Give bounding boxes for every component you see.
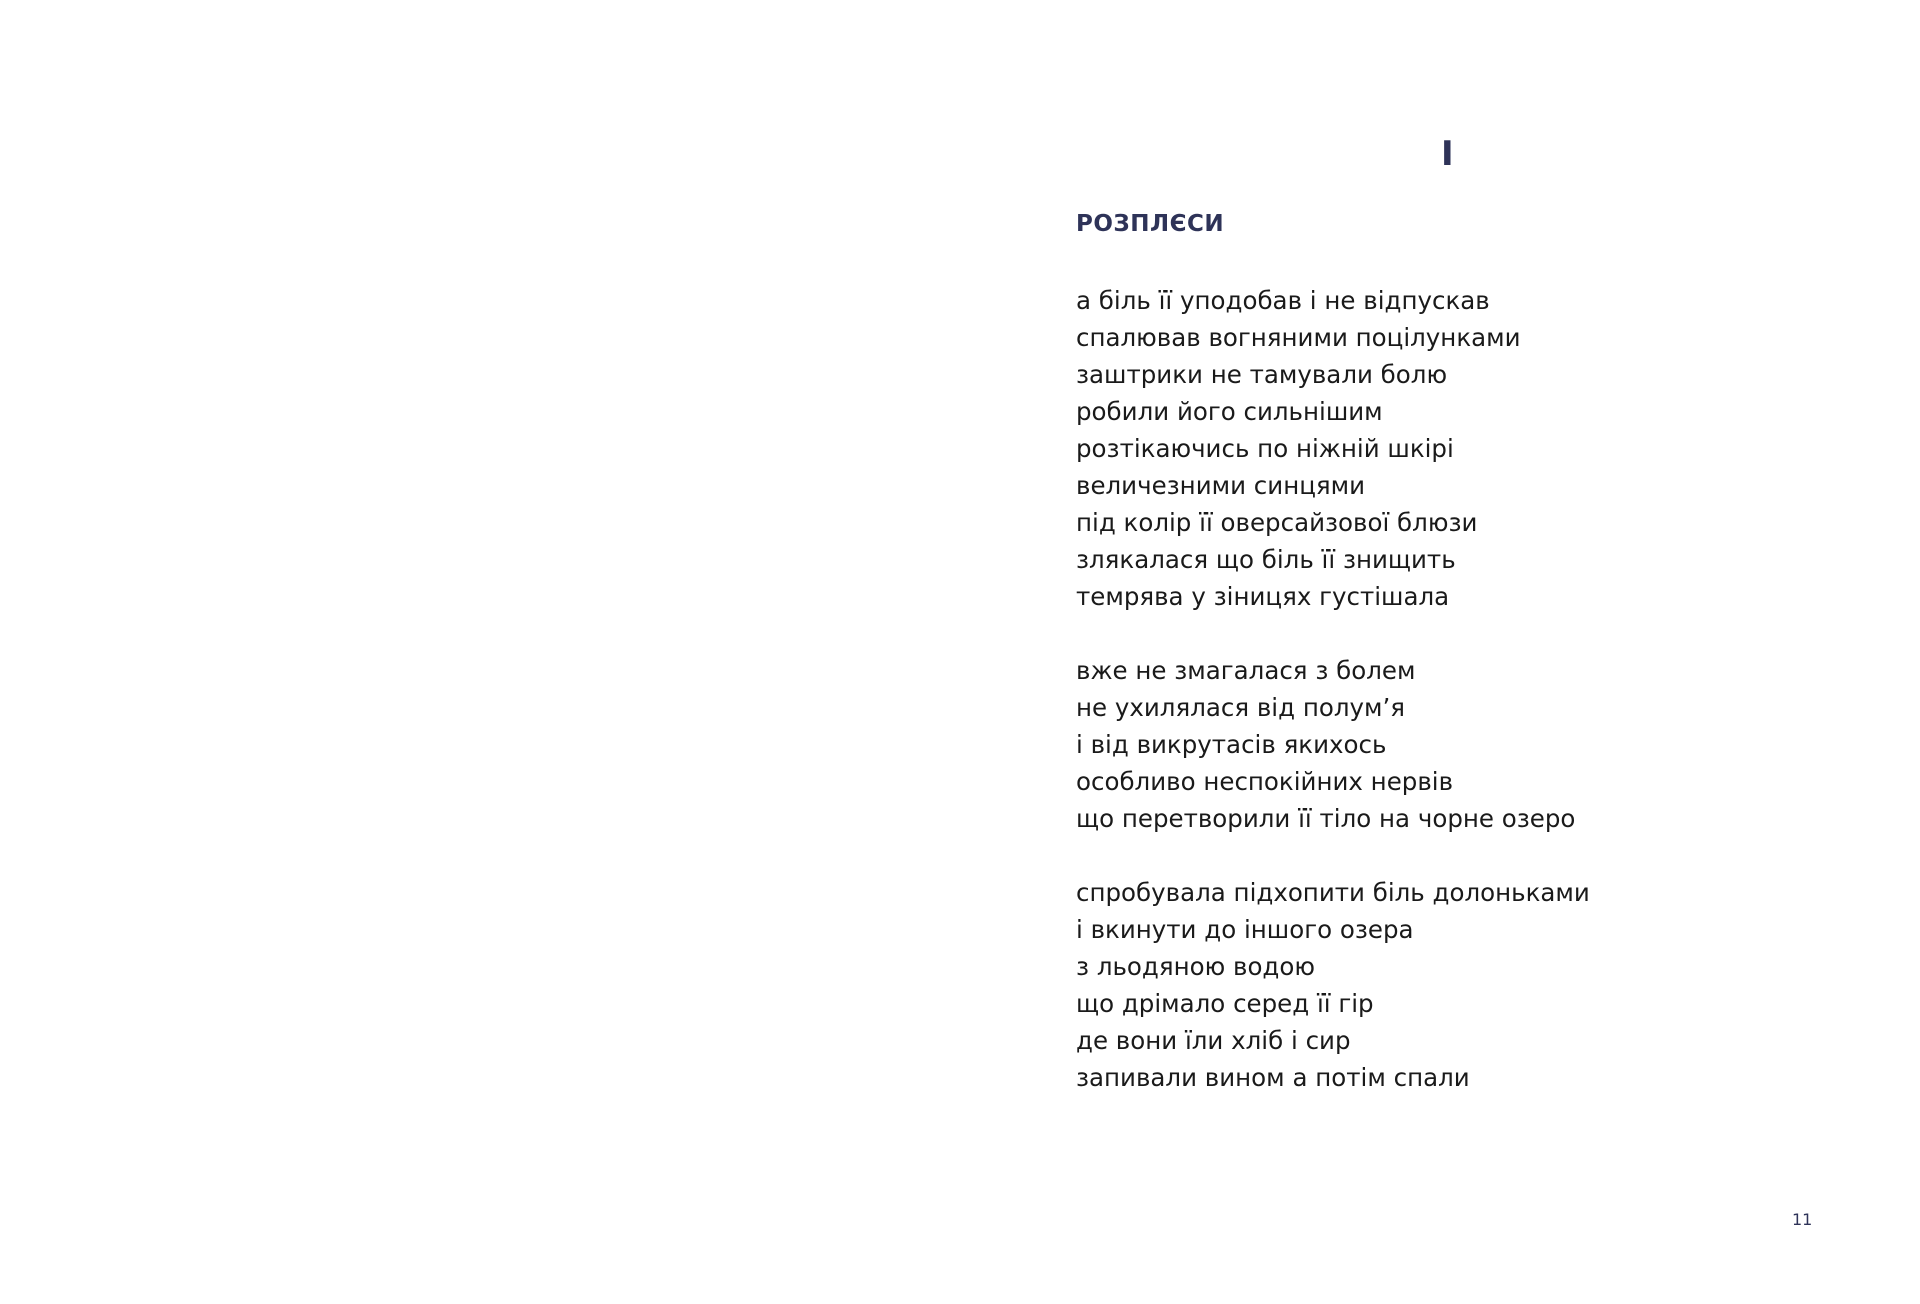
poem-line: розтікаючись по ніжній шкірі (1076, 434, 1454, 463)
page-number: 11 (1792, 1210, 1813, 1229)
stanza-1 (1076, 282, 1836, 615)
poem-line: темрява у зіницях густішала (1076, 582, 1450, 611)
stanza-3 (1076, 874, 1836, 1096)
poem-line: що перетворили її тіло на чорне озеро (1076, 804, 1576, 833)
poem-line: не ухилялася від полум’я (1076, 693, 1406, 722)
poem-line: спробувала підхопити біль долоньками (1076, 878, 1590, 907)
section-numeral: I (1441, 134, 1454, 174)
poem-line: особливо неспокійних нервів (1076, 767, 1454, 796)
poem-line: що дрімало серед її гір (1076, 989, 1374, 1018)
poem-line: заштрики не тамували болю (1076, 360, 1448, 389)
poem-line: запивали вином а потім спали (1076, 1063, 1470, 1092)
poem-line: де вони їли хліб і сир (1076, 1026, 1351, 1055)
poem-line: злякалася що біль її знищить (1076, 545, 1456, 574)
stanza-2 (1076, 652, 1836, 837)
poem-line: вже не змагалася з болем (1076, 656, 1416, 685)
poem-line: а біль її уподобав і не відпускав (1076, 286, 1490, 315)
poem-body (1076, 282, 1836, 1133)
poem-line: і від викрутасів якихось (1076, 730, 1387, 759)
poem-title: РОЗПЛЄСИ (1076, 211, 1225, 237)
poem-line: спалював вогняними поцілунками (1076, 323, 1521, 352)
poem-line: з льодяною водою (1076, 952, 1315, 981)
poem-line: під колір її оверсайзової блюзи (1076, 508, 1478, 537)
poem-line: величезними синцями (1076, 471, 1366, 500)
poem-line: і вкинути до іншого озера (1076, 915, 1414, 944)
poem-line: робили його сильнішим (1076, 397, 1383, 426)
